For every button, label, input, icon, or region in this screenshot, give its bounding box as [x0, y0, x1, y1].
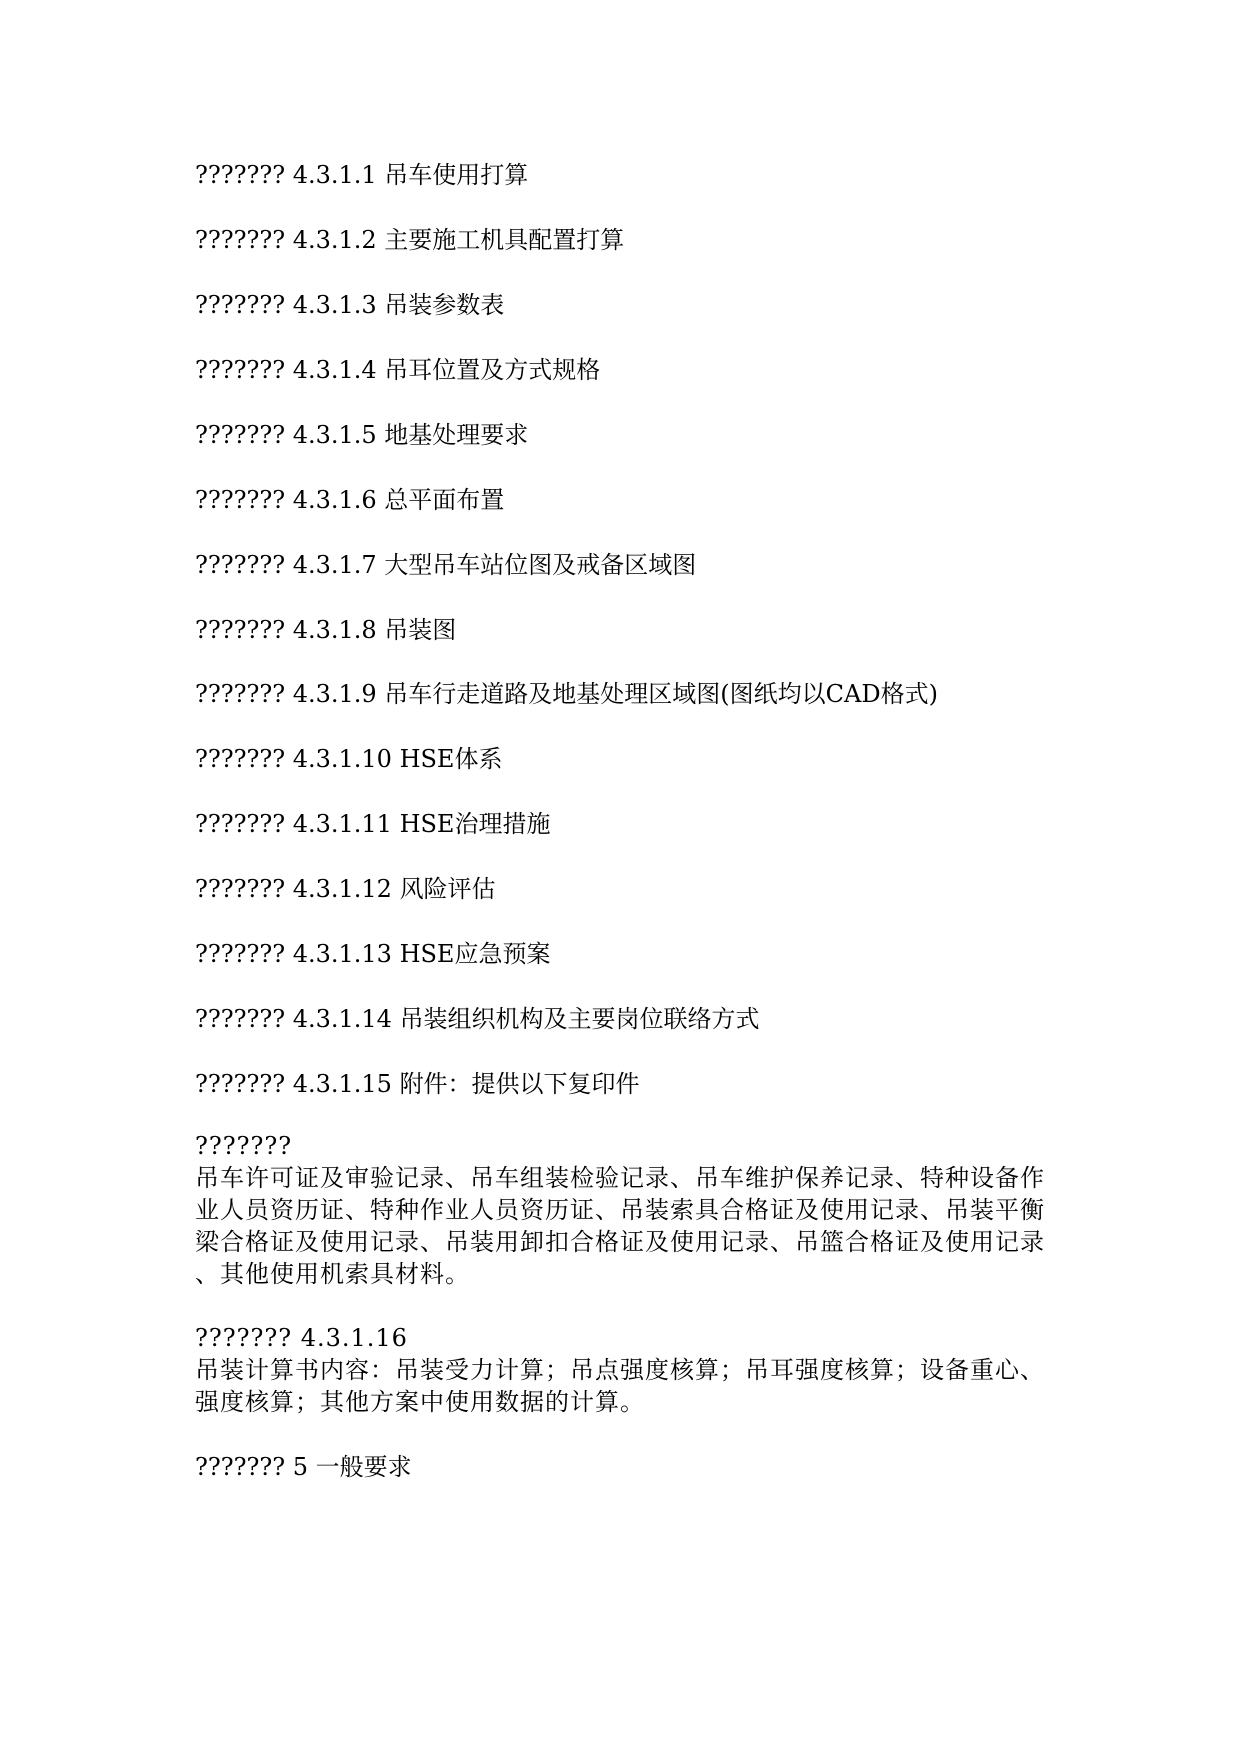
toc-item-4-3-1-11: ??????? 4.3.1.11 HSE治理措施 [195, 810, 551, 838]
toc-item-4-3-1-3: ??????? 4.3.1.3 吊装参数表 [195, 291, 505, 319]
toc-item-4-3-1-13: ??????? 4.3.1.13 HSE应急预案 [195, 940, 551, 968]
toc-item-4-3-1-14: ??????? 4.3.1.14 吊装组织机构及主要岗位联络方式 [195, 1005, 760, 1033]
toc-item-4-3-1-6: ??????? 4.3.1.6 总平面布置 [195, 486, 505, 514]
paragraph-prefix: ??????? 4.3.1.16 [195, 1324, 408, 1352]
toc-item-4-3-1-9: ??????? 4.3.1.9 吊车行走道路及地基处理区域图(图纸均以CAD格式) [195, 680, 938, 708]
paragraph-line: 梁合格证及使用记录、吊装用卸扣合格证及使用记录、吊篮合格证及使用记录 [195, 1228, 1045, 1256]
toc-item-4-3-1-12: ??????? 4.3.1.12 风险评估 [195, 875, 496, 903]
toc-item-4-3-1-2: ??????? 4.3.1.2 主要施工机具配置打算 [195, 226, 625, 254]
section-5-heading: ??????? 5 一般要求 [195, 1453, 412, 1481]
toc-item-4-3-1-8: ??????? 4.3.1.8 吊装图 [195, 616, 457, 644]
paragraph-line: 业人员资历证、特种作业人员资历证、吊装索具合格证及使用记录、吊装平衡 [195, 1196, 1045, 1224]
paragraph-prefix: ??????? [195, 1132, 293, 1160]
toc-item-4-3-1-4: ??????? 4.3.1.4 吊耳位置及方式规格 [195, 356, 601, 384]
toc-item-4-3-1-10: ??????? 4.3.1.10 HSE体系 [195, 745, 503, 773]
paragraph-line: 吊车许可证及审验记录、吊车组装检验记录、吊车维护保养记录、特种设备作 [195, 1164, 1045, 1192]
paragraph-line: 吊装计算书内容：吊装受力计算；吊点强度核算；吊耳强度核算；设备重心、 [195, 1356, 1045, 1384]
attachments-paragraph [195, 1130, 1055, 1290]
toc-item-4-3-1-15: ??????? 4.3.1.15 附件：提供以下复印件 [195, 1070, 640, 1098]
paragraph-line: 强度核算；其他方案中使用数据的计算。 [195, 1388, 645, 1416]
toc-item-4-3-1-5: ??????? 4.3.1.5 地基处理要求 [195, 421, 529, 449]
toc-item-4-3-1-7: ??????? 4.3.1.7 大型吊车站位图及戒备区域图 [195, 551, 697, 579]
toc-item-4-3-1-1: ??????? 4.3.1.1 吊车使用打算 [195, 161, 529, 189]
paragraph-line: 、其他使用机索具材料。 [195, 1260, 470, 1288]
calculation-paragraph [195, 1322, 1055, 1418]
